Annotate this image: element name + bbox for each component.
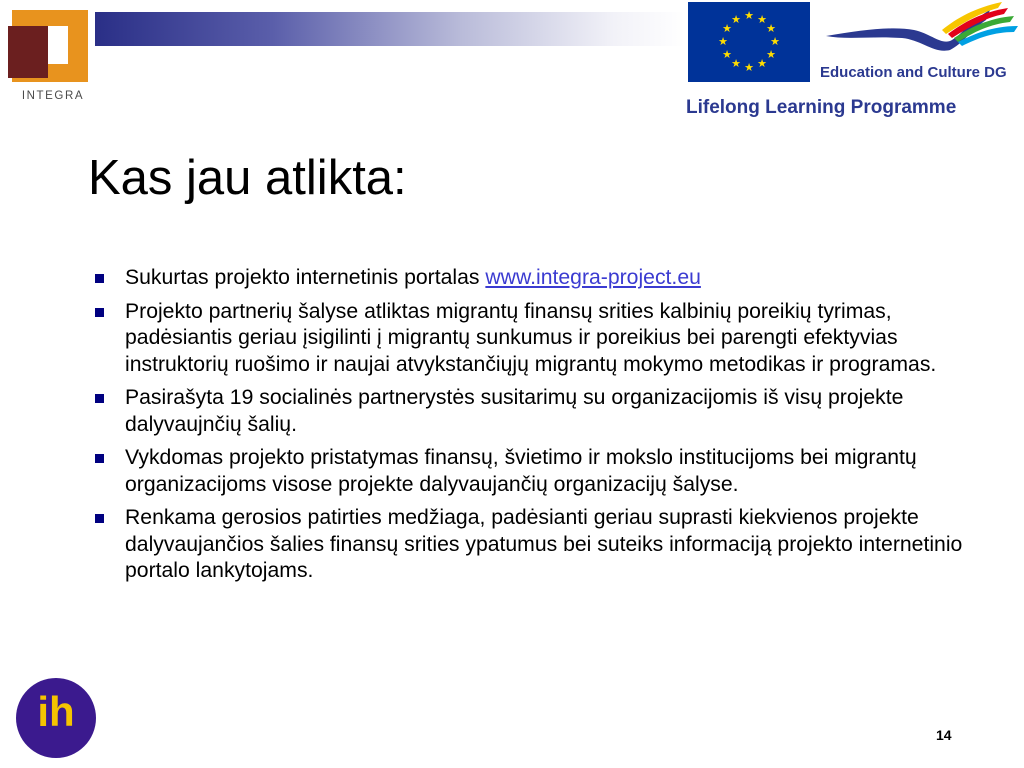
svg-text:★: ★	[766, 48, 776, 61]
svg-text:★: ★	[744, 61, 754, 74]
svg-text:★: ★	[770, 35, 780, 48]
svg-text:★: ★	[722, 22, 732, 35]
bullet-item	[95, 385, 975, 438]
svg-text:★: ★	[722, 48, 732, 61]
project-portal-link[interactable]: www.integra-project.eu	[485, 266, 701, 289]
header-gradient-bar	[95, 12, 685, 46]
bullet-square-icon	[95, 454, 104, 463]
bullet-item	[95, 299, 975, 379]
svg-text:★: ★	[757, 57, 767, 70]
eu-flag-icon	[688, 2, 810, 82]
bullet-item	[95, 505, 975, 585]
bullet-text: Sukurtas projekto internetinis portalas	[125, 266, 486, 289]
svg-text:★: ★	[731, 13, 741, 26]
svg-text:★: ★	[744, 9, 754, 22]
bullet-item	[95, 445, 975, 498]
bullet-text: Vykdomas projekto pristatymas finansų, švietimo ir mokslo institucijoms bei migrantų organizacijoms visose projekte dalyvaujančių organizacijų šalyse.	[125, 446, 917, 496]
svg-text:★: ★	[757, 13, 767, 26]
svg-text:★: ★	[718, 35, 728, 48]
integra-logo	[6, 6, 94, 106]
bullet-text: Projekto partnerių šalyse atliktas migrantų finansų srities kalbinių poreikių tyrimas, padėsiantis geriau įsigilinti į migrantų sunkumus ir poreikius bei parengti efektyvias instruktorių ruošimo ir naujai atvykstančiųjų migrantų mokymo metodikas ir programas.	[125, 299, 937, 376]
lifelong-learning-dove-icon	[822, 0, 1022, 60]
bullet-square-icon	[95, 308, 104, 317]
bullet-item	[95, 265, 975, 292]
page-number: 14	[936, 727, 952, 743]
ih-logo-text: ih	[37, 688, 75, 735]
education-culture-dg-label: Education and Culture DG	[820, 64, 1007, 81]
bullet-square-icon	[95, 514, 104, 523]
bullet-text: Pasirašyta 19 socialinės partnerystės susitarimų su organizacijomis iš visų projekte dalyvaujnčių šalių.	[125, 386, 904, 436]
svg-text:★: ★	[731, 57, 741, 70]
integra-label: INTEGRA	[21, 90, 85, 102]
bullet-square-icon	[95, 274, 104, 283]
bullet-text: Renkama gerosios patirties medžiaga, padėsianti geriau suprasti kiekvienos projekte dalyvaujančios šalies finansų srities ypatumus bei suteiks informaciją projekto internetinio portalo lankytojams.	[125, 506, 963, 582]
lifelong-learning-programme-label: Lifelong Learning Programme	[686, 97, 957, 118]
svg-text:★: ★	[766, 22, 776, 35]
ih-logo	[16, 678, 96, 758]
bullet-square-icon	[95, 394, 104, 403]
bullet-list	[95, 265, 975, 592]
logo-square-maroon	[8, 26, 48, 78]
slide-title: Kas jau atlikta:	[88, 151, 407, 205]
